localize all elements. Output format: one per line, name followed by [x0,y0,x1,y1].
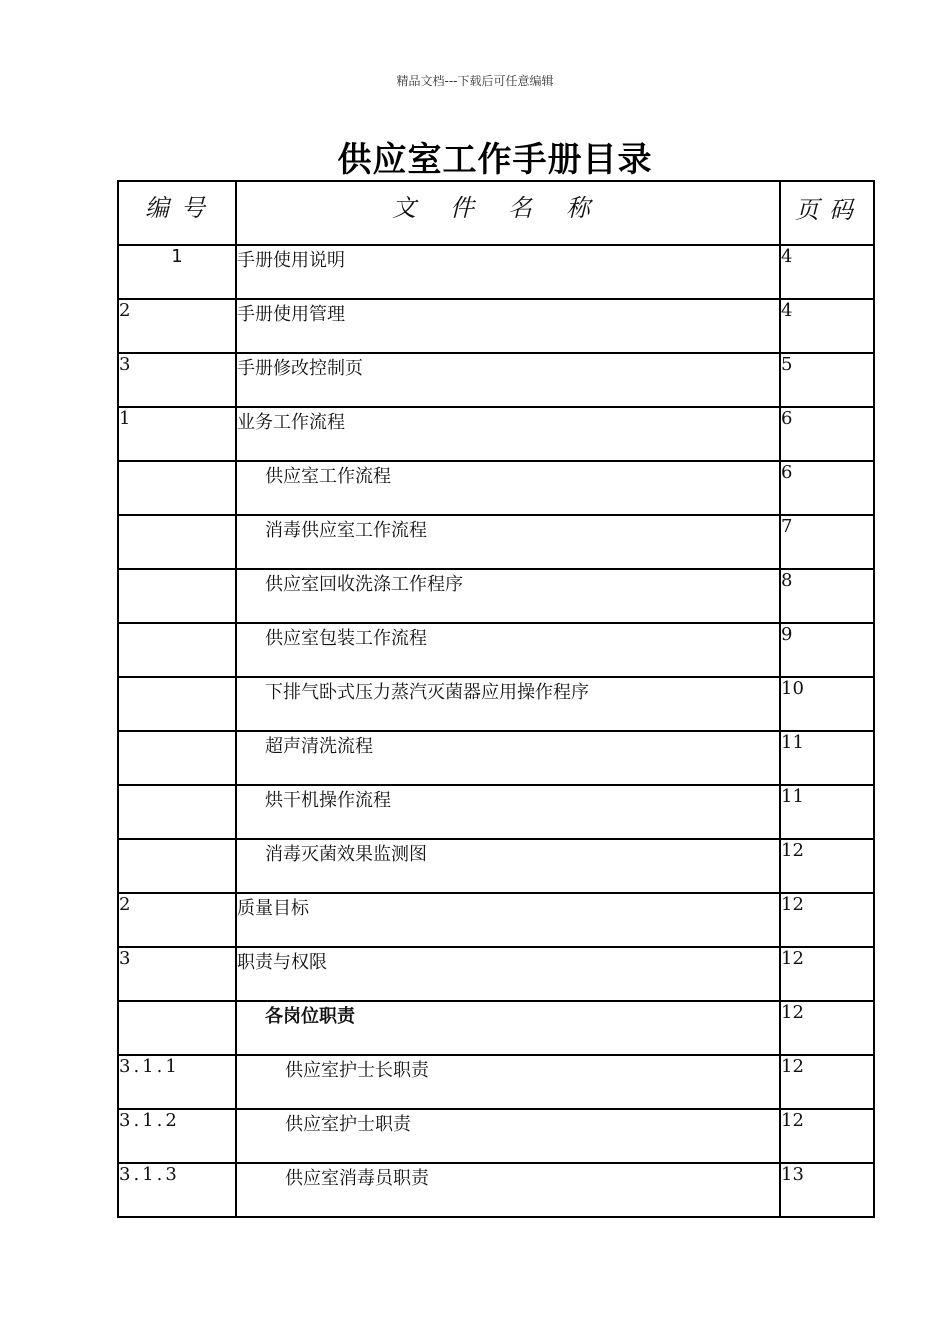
row-name: 质量目标 [236,893,780,947]
row-page: 12 [780,893,874,947]
row-name: 手册使用管理 [236,299,780,353]
row-number [118,461,236,515]
row-name: 消毒灭菌效果监测图 [236,839,780,893]
table-row [118,677,874,731]
row-page: 6 [780,461,874,515]
row-name: 业务工作流程 [236,407,780,461]
table-row [118,1109,874,1163]
row-page: 4 [780,299,874,353]
row-name: 各岗位职责 [236,1001,780,1055]
table-row [118,785,874,839]
table-row [118,947,874,1001]
row-number: 2 [118,893,236,947]
row-page: 10 [780,677,874,731]
row-number: 3.1.3 [118,1163,236,1217]
row-number: 3.1.1 [118,1055,236,1109]
row-name: 超声清洗流程 [236,731,780,785]
row-page: 5 [780,353,874,407]
column-header-file-name: 文件名称 [236,181,780,245]
row-page: 6 [780,407,874,461]
row-number [118,731,236,785]
row-name: 消毒供应室工作流程 [236,515,780,569]
row-name: 烘干机操作流程 [236,785,780,839]
table-row [118,299,874,353]
column-header-page: 页码 [780,181,874,245]
table-row [118,839,874,893]
table-row [118,461,874,515]
row-number: 2 [118,299,236,353]
row-number [118,515,236,569]
row-page: 11 [780,731,874,785]
row-number [118,785,236,839]
row-number [118,677,236,731]
column-header-number: 编号 [118,181,236,245]
header-watermark: 精品文档---下载后可任意编辑 [396,74,554,88]
row-name: 下排气卧式压力蒸汽灭菌器应用操作程序 [236,677,780,731]
row-name: 供应室回收洗涤工作程序 [236,569,780,623]
row-name: 供应室护士长职责 [236,1055,780,1109]
document-title: 供应室工作手册目录 [337,140,653,180]
row-page: 12 [780,1055,874,1109]
row-page: 13 [780,1163,874,1217]
row-name: 供应室护士职责 [236,1109,780,1163]
table-row [118,569,874,623]
row-name: 手册修改控制页 [236,353,780,407]
row-page: 9 [780,623,874,677]
row-name: 职责与权限 [236,947,780,1001]
row-number: 3 [118,353,236,407]
row-page: 12 [780,947,874,1001]
table-row [118,893,874,947]
row-number: 3.1.2 [118,1109,236,1163]
table-row [118,1055,874,1109]
row-number: 1 [118,245,236,299]
table-row [118,1001,874,1055]
table-row [118,515,874,569]
row-name: 手册使用说明 [236,245,780,299]
table-header-row [118,181,874,245]
table-row [118,407,874,461]
row-number [118,623,236,677]
row-page: 4 [780,245,874,299]
table-row [118,353,874,407]
row-number [118,1001,236,1055]
row-page: 7 [780,515,874,569]
row-page: 12 [780,1109,874,1163]
row-page: 11 [780,785,874,839]
table-row [118,245,874,299]
table-row [118,623,874,677]
row-name: 供应室消毒员职责 [236,1163,780,1217]
row-number: 1 [118,407,236,461]
row-name: 供应室包装工作流程 [236,623,780,677]
table-row [118,1163,874,1217]
row-page: 12 [780,1001,874,1055]
table-row [118,731,874,785]
row-number [118,569,236,623]
row-page: 8 [780,569,874,623]
toc-table [117,180,875,1218]
row-name: 供应室工作流程 [236,461,780,515]
row-page: 12 [780,839,874,893]
row-number [118,839,236,893]
row-number: 3 [118,947,236,1001]
